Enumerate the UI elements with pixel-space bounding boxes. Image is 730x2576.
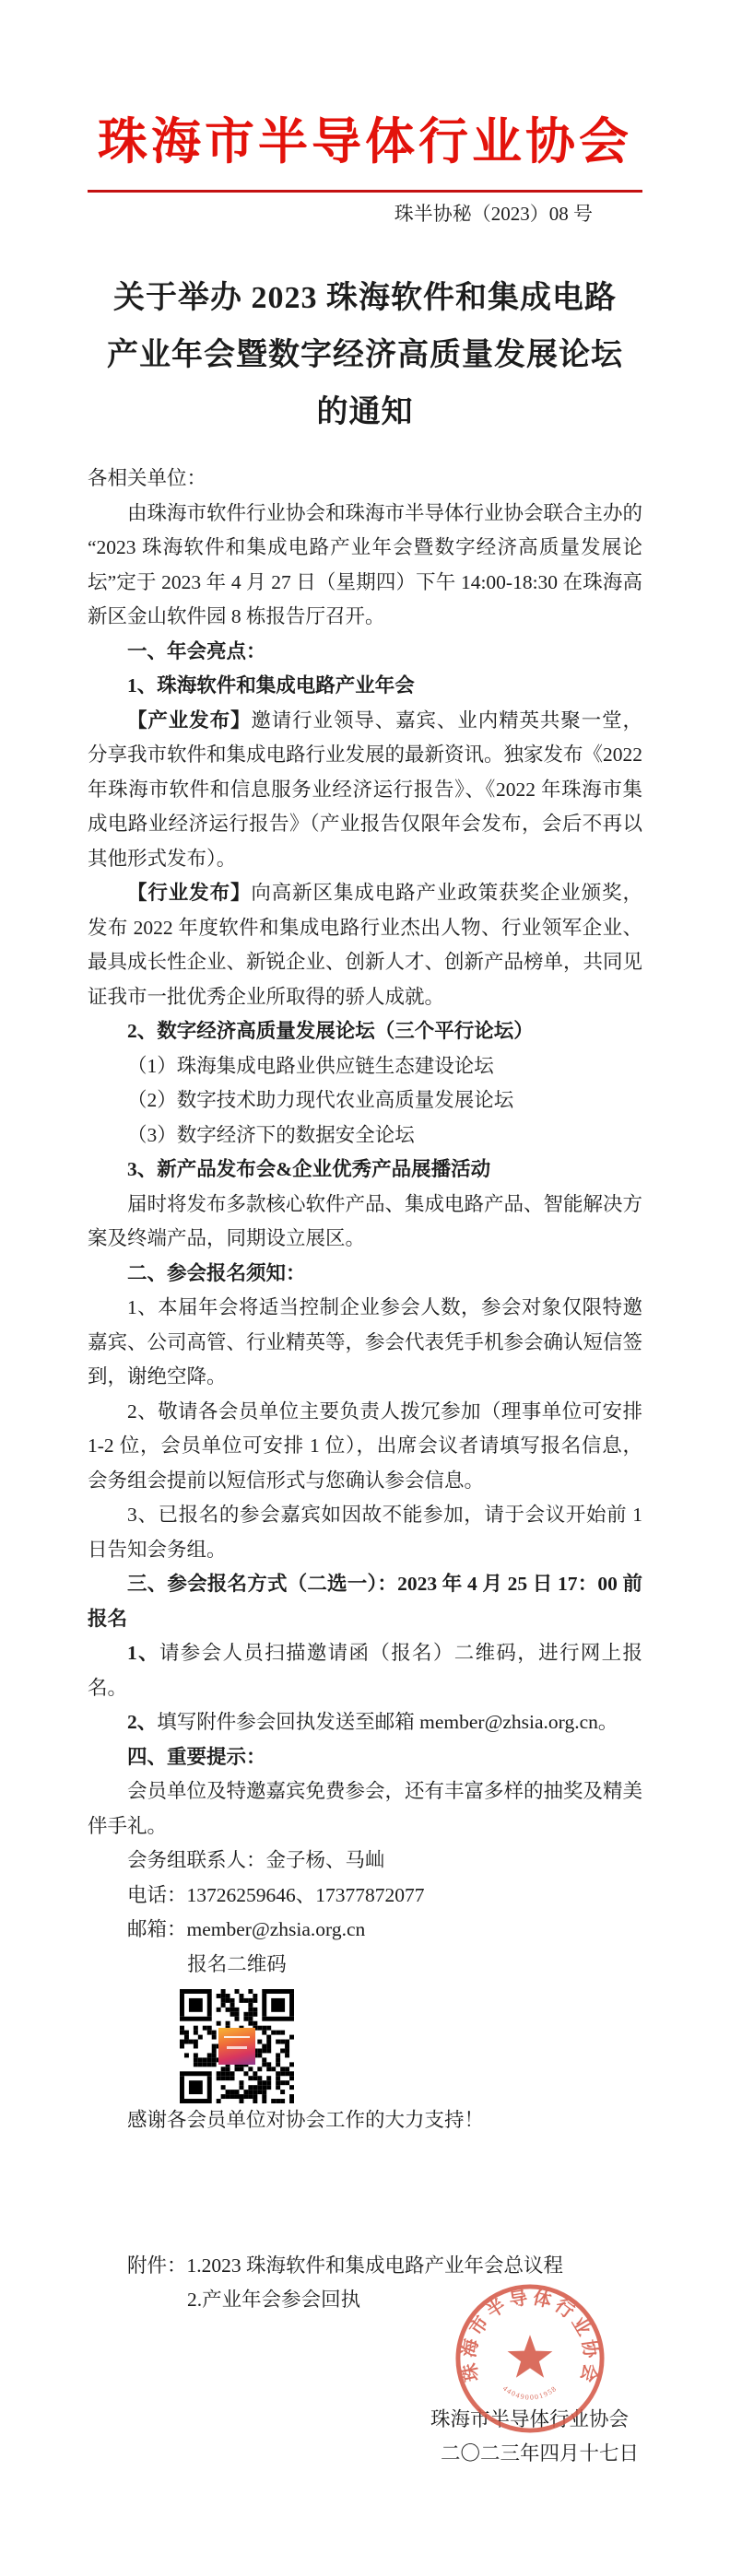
registration-note-1: 1、本届年会将适当控制企业参会人数，参会对象仅限特邀嘉宾、公司高管、行业精英等，参会代表凭手机参会确认短信签到，谢绝空降。	[88, 1296, 643, 1388]
forum-item-2: （2）数字技术助力现代农业高质量发展论坛	[127, 1089, 514, 1111]
product-launch-heading: 3、新产品发布会&企业优秀产品展播活动	[127, 1158, 491, 1180]
attachment-line-1: 附件：1.2023 珠海软件和集成电路产业年会总议程	[127, 2254, 564, 2277]
forum-item-1: （1）珠海集成电路业供应链生态建设论坛	[127, 1054, 494, 1077]
qr-block	[176, 1948, 298, 2104]
signature-date: 二〇二三年四月十七日	[440, 2442, 639, 2465]
signature-block	[88, 2403, 642, 2472]
seal-arc-text: 珠海市半导体行业协会	[458, 2287, 602, 2388]
qr-center-logo	[218, 2028, 255, 2065]
thanks-line: 感谢各会员单位对协会工作的大力支持！	[127, 2109, 485, 2131]
contact-phone-line: 电话：13726259646、17377872077	[127, 1883, 425, 1906]
section3-heading: 三、参会报名方式（二选一）：2023 年 4 月 25 日 17：00 前报名	[88, 1573, 642, 1630]
qr-label: 报名二维码	[187, 1952, 287, 1975]
registration-note-2: 2、敬请各会员单位主要负责人拨冗参加（理事单位可安排 1-2 位，会员单位可安排 1 位），出席会议者请填写报名信息，会务组会提前以短信形式与您确认参会信息。	[88, 1399, 642, 1492]
letterhead-divider	[88, 190, 642, 193]
option-1-text: 请参会人员扫描邀请函（报名）二维码，进行网上报名。	[88, 1642, 642, 1699]
sector-release-text: 向高新区集成电路产业政策获奖企业颁奖，发布 2022 年度软件和集成电路行业杰出人物、行业领军企业、最具成长性企业、新锐企业、创新人才、创新产品榜单，共同见证我市一批优秀企业所取得的骄人成就。	[88, 882, 643, 1008]
attachment-line-2: 2.产业年会参会回执	[187, 2289, 361, 2311]
notice-title	[88, 270, 642, 441]
notice-title-line-1: 关于举办 2023 珠海软件和集成电路	[113, 281, 617, 315]
notice-body	[88, 462, 642, 2472]
forum-section-heading: 2、数字经济高质量发展论坛（三个平行论坛）	[127, 1020, 534, 1042]
contact-person-line: 会务组联系人：金子杨、马屾	[127, 1849, 385, 1871]
signature-org: 珠海市半导体行业协会	[430, 2407, 629, 2430]
registration-option-2	[88, 1705, 642, 1740]
salutation: 各相关单位：	[88, 467, 207, 489]
registration-note-3: 3、已报名的参会嘉宾如因故不能参加，请于会议开始前 1 日告知会务组。	[88, 1504, 642, 1561]
forum-item-3: （3）数字经济下的数据安全论坛	[127, 1123, 415, 1146]
industry-release-text: 邀请行业领导、嘉宾、业内精英共聚一堂，分享我市软件和集成电路行业发展的最新资讯。独家发布《2022 年珠海市软件和信息服务业经济运行报告》、《2022 年珠海市集成电路业经济运行报告》（产业报告仅限年会发布，会后不再以其他形式发布）。	[88, 708, 643, 870]
section2-heading: 二、参会报名须知：	[127, 1261, 306, 1284]
section4-heading: 四、重要提示：	[127, 1745, 266, 1768]
product-launch-paragraph: 届时将发布多款核心软件产品、集成电路产品、智能解决方案及终端产品，同期设立展区。	[88, 1192, 643, 1249]
section1-heading: 一、年会亮点：	[127, 639, 266, 662]
registration-option-1	[88, 1636, 642, 1705]
notice-title-line-2: 产业年会暨数字经济高质量发展论坛	[107, 338, 623, 372]
option-1-number: 1、	[127, 1642, 159, 1664]
option-2-text: 填写附件参会回执发送至邮箱 member@zhsia.org.cn。	[157, 1711, 618, 1733]
qr-code	[180, 1989, 294, 2103]
industry-release-label: 【产业发布】	[127, 708, 252, 732]
attachments	[88, 2249, 642, 2318]
industry-release-paragraph	[88, 704, 642, 877]
letterhead-title: 珠海市半导体行业协会	[98, 114, 632, 170]
notice-title-line-3: 的通知	[316, 395, 414, 429]
doc-number: 珠半协秘（2023）08 号	[394, 203, 593, 225]
sector-release-label: 【行业发布】	[127, 882, 252, 904]
intro-paragraph: 由珠海市软件行业协会和珠海市半导体行业协会联合主办的“2023 珠海软件和集成电路产业年会暨数字经济高质量发展论坛”定于 2023 年 4 月 27 日（星期四）下午 14:00-18:30 在珠海高新区金山软件园 8 栋报告厅召开。	[88, 501, 643, 627]
sector-release-paragraph	[88, 876, 642, 1014]
section4-text: 会员单位及特邀嘉宾免费参会，还有丰富多样的抽奖及精美伴手礼。	[88, 1780, 643, 1837]
contact-email-line: 邮箱：member@zhsia.org.cn	[127, 1918, 366, 1940]
option-2-number: 2、	[127, 1711, 158, 1733]
annual-meeting-heading: 1、珠海软件和集成电路产业年会	[127, 674, 415, 697]
seal-code: 440490001958	[500, 2383, 559, 2402]
